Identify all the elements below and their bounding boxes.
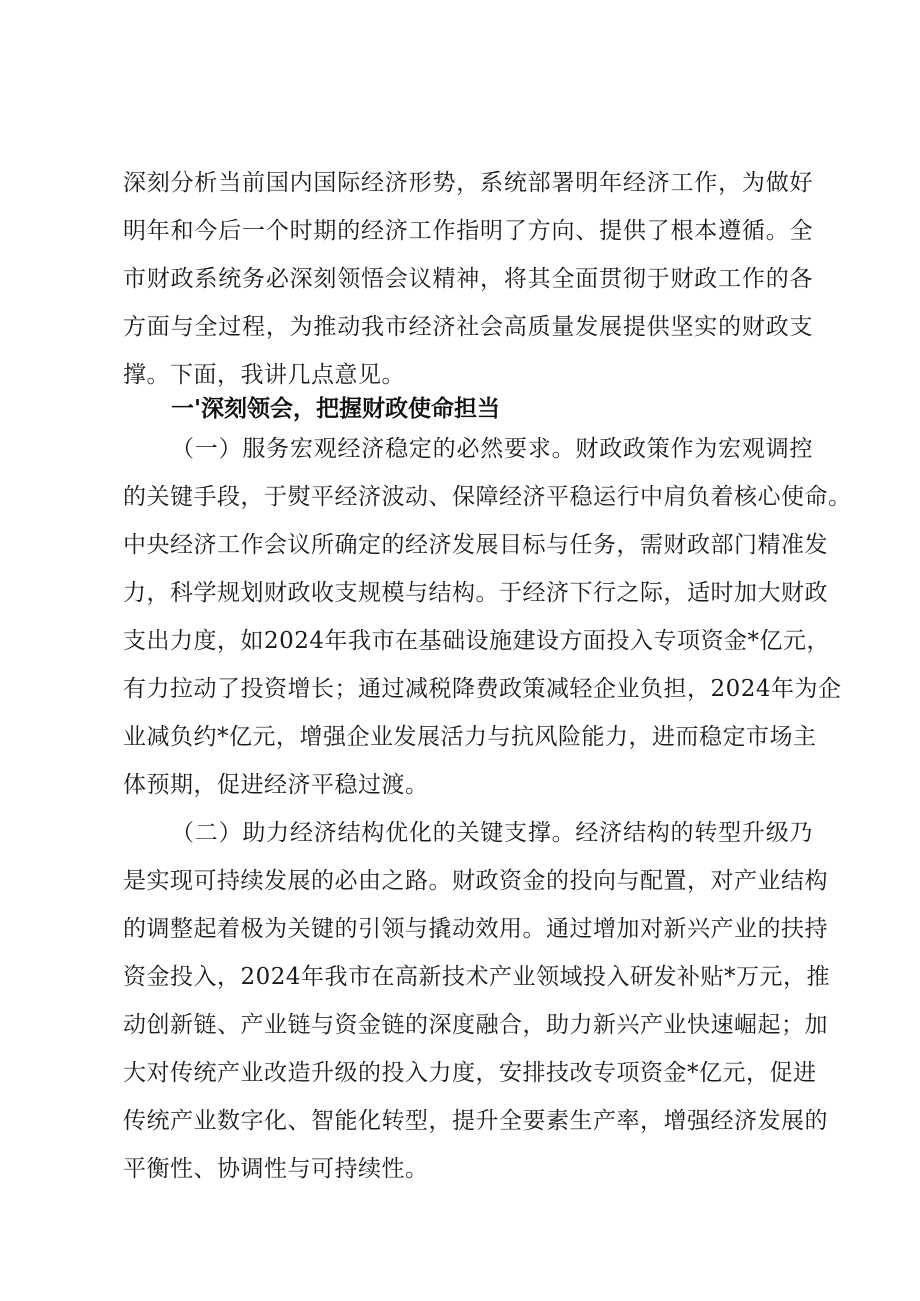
intro-line-3: 市财政系统务必深刻领悟会议精神，将其全面贯彻于财政工作的各 [123,266,813,292]
paragraph-one-line-3: 中央经济工作会议所确定的经济发展目标与任务，需财政部门精准发 [123,532,828,558]
paragraph-two-line-8: 平衡性、协调性与可持续性。 [123,1156,429,1182]
paragraph-one-line-8: 体预期，促进经济平稳过渡。 [123,772,429,798]
intro-line-2: 明年和今后一个时期的经济工作指明了方向、提供了根本遵循。全 [123,218,813,244]
intro-line-4: 方面与全过程，为推动我市经济社会高质量发展提供坚实的财政支 [123,314,813,340]
paragraph-one-line-4: 力，科学规划财政收支规模与结构。于经济下行之际，适时加大财政 [123,580,828,606]
paragraph-two-line-2: 是实现可持续发展的必由之路。财政资金的投向与配置，对产业结构 [123,868,828,894]
paragraph-two-line-6: 大对传统产业改造升级的投入力度，安排技改专项资金*亿元，促进 [123,1060,817,1086]
paragraph-one-line-5: 支出力度，如2024年我市在基础设施建设方面投入专项资金*亿元， [123,628,831,654]
intro-line-1: 深刻分析当前国内国际经济形势，系统部署明年经济工作，为做好 [123,170,813,196]
paragraph-two-line-4: 资金投入，2024年我市在高新技术产业领域投入研发补贴*万元，推 [123,964,831,990]
intro-line-5: 撑。下面，我讲几点意见。 [123,362,405,388]
paragraph-one-line-1: （一）服务宏观经济稳定的必然要求。财政政策作为宏观调控 [171,436,813,462]
paragraph-two-line-7: 传统产业数字化、智能化转型，提升全要素生产率，增强经济发展的 [123,1108,828,1134]
paragraph-one-line-2: 的关键手段，于熨平经济波动、保障经济平稳运行中肩负着核心使命。 [123,484,852,510]
paragraph-two-line-1: （二）助力经济结构优化的关键支撑。经济结构的转型升级乃 [171,820,813,846]
section-heading: 一'深刻领会，把握财政使命担当 [171,396,501,422]
paragraph-one-line-6: 有力拉动了投资增长；通过减税降费政策减轻企业负担，2024年为企 [123,676,842,702]
paragraph-two-line-5: 动创新链、产业链与资金链的深度融合，助力新兴产业快速崛起；加 [123,1012,828,1038]
paragraph-one-line-7: 业减负约*亿元，增强企业发展活力与抗风险能力，进而稳定市场主 [123,724,817,750]
paragraph-two-line-3: 的调整起着极为关键的引领与撬动效用。通过增加对新兴产业的扶持 [123,916,828,942]
